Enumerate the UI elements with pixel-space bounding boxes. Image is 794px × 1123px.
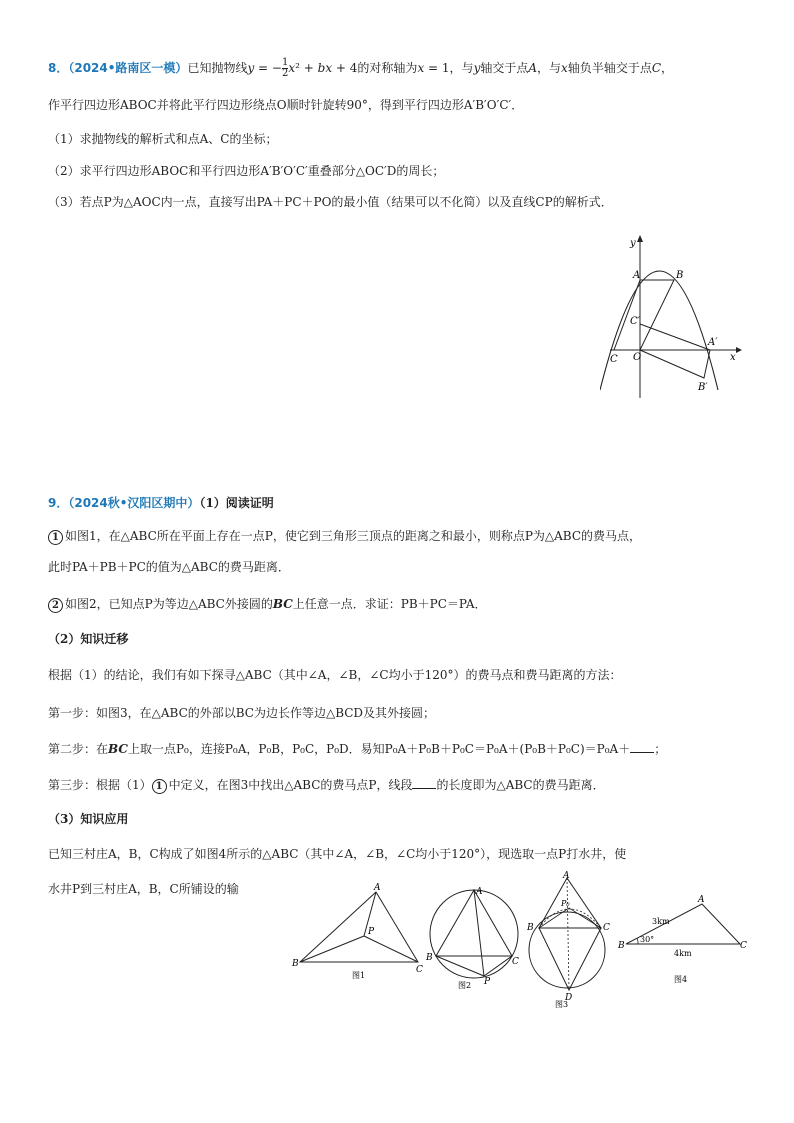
svg-text:A: A [374, 883, 381, 893]
q8-text: 轴交于点 [480, 61, 529, 75]
figure-4-30deg: 30° [640, 935, 655, 944]
q9-app-line2: 水井P到三村庄A，B，C所铺设的输 [48, 882, 239, 896]
q9-text: 的长度即为△ABC的费马距离． [436, 778, 605, 792]
q8-text: ，与 [537, 61, 562, 75]
svg-text:B: B [527, 923, 534, 933]
label-C-prime: C′ [630, 316, 640, 327]
arc-bc: BC [108, 742, 128, 756]
figure-3 [525, 870, 615, 1008]
q8-line1: 8．（2024•路南区一模）已知抛物线y = − $\frac{1}{2}$ x² + bx + 4的对称轴为x = 1，与y轴交于点A，与x轴负半轴交于点C， [48, 57, 674, 79]
q9-app-line1: 已知三村庄A，B，C构成了如图4所示的△ABC（其中∠A，∠B，∠C均小于120°），现选取一点P打水井，使 [48, 847, 627, 861]
q8-part1: （1）求抛物线的解析式和点A、C的坐标； [48, 132, 278, 146]
fraction-half: $\frac{1}{2}$ [281, 57, 289, 79]
q9-step1: 第一步：如图3，在△ABC的外部以BC为边长作等边△BCD及其外接圆； [48, 706, 436, 720]
q9-text: 第三步：根据（1） [48, 778, 152, 792]
figure-1 [288, 880, 428, 982]
figure-1-caption: 图1 [352, 971, 366, 980]
svg-text:P: P [484, 977, 491, 987]
svg-text:P: P [368, 927, 375, 937]
svg-text:A: A [698, 895, 705, 905]
label-y: y [630, 238, 636, 249]
q9-part2-title: （2）知识迁移 [48, 632, 129, 646]
figure-4-4km: 4km [674, 949, 692, 958]
q8-text: 的对称轴为 [357, 61, 418, 75]
formula: y [247, 61, 255, 75]
q9-p1-line1 [48, 527, 641, 545]
svg-text:A: A [563, 871, 570, 881]
q8-source: （2024•路南区一模） [68, 61, 188, 75]
figure-4-3km: 3km [652, 917, 670, 926]
svg-text:D: D [565, 993, 573, 1003]
q9-kt-line: 根据（1）的结论，我们有如下探寻△ABC（其中∠A，∠B，∠C均小于120°）的费马点和费马距离的方法： [48, 668, 622, 682]
q8-line2: 作平行四边形ABOC并将此平行四边形绕点O顺时针旋转90°，得到平行四边形A′B′O′C′． [48, 98, 524, 112]
q9-part3-title: （3）知识应用 [48, 812, 129, 826]
q9-step2 [48, 740, 666, 758]
figure-2 [424, 886, 524, 990]
label-O: O [633, 352, 642, 363]
figure-4-caption: 图4 [674, 975, 688, 984]
q9-step3 [48, 776, 605, 794]
q9-text: ； [654, 742, 667, 756]
q9-text: 中定义，在图3中找出△ABC的费马点P，线段 [168, 778, 413, 792]
q9-part1-title: （1）阅读证明 [199, 496, 274, 510]
label-B: B [676, 270, 684, 281]
q8-parabola-figure [600, 232, 745, 404]
label-A: A [633, 270, 641, 281]
circled-number-1: 1 [152, 779, 167, 794]
circled-number-2: 2 [48, 598, 63, 613]
q9-text: 上任意一点．求证：PB＋PC＝PA． [292, 597, 487, 611]
q9-source: （2024秋•汉阳区期中） [68, 496, 200, 510]
q8-part2: （2）求平行四边形ABOC和平行四边形A′B′O′C′重叠部分△OC′D的周长； [48, 164, 445, 178]
q9-text: 如图1，在△ABC所在平面上存在一点P，使它到三角形三顶点的距离之和最小，则称点P为△ABC的费马点， [65, 529, 642, 543]
circled-number-1: 1 [48, 530, 63, 545]
q8-part3: （3）若点P为△AOC内一点，直接写出PA＋PC＋PO的最小值（结果可以不化简）以及直线CP的解析式． [48, 195, 613, 209]
label-A-prime: A′ [708, 337, 718, 348]
q8-text: ， [661, 61, 674, 75]
figure-3-caption: 图3 [555, 1000, 569, 1008]
label-x: x [730, 352, 736, 363]
svg-text:B: B [426, 953, 433, 963]
svg-text:C: C [416, 965, 423, 975]
q8-number: 8． [48, 61, 69, 75]
svg-text:B: B [292, 959, 299, 969]
svg-text:A: A [476, 887, 483, 897]
q8-text: 轴负半轴交于点 [567, 61, 652, 75]
figure-4 [614, 888, 754, 988]
label-B-prime: B′ [698, 382, 708, 393]
answer-blank[interactable] [412, 788, 436, 789]
svg-text:C: C [740, 941, 747, 951]
svg-text:B: B [618, 941, 625, 951]
arc-bc: BC [272, 597, 293, 611]
answer-blank[interactable] [630, 752, 654, 753]
q8-text: 已知抛物线 [187, 61, 248, 75]
label-C: C [610, 354, 618, 365]
q9-number: 9． [48, 496, 69, 510]
q9-text: 如图2，已知点P为等边△ABC外接圆的 [65, 597, 273, 611]
q9-text: 上取一点P₀，连接P₀A，P₀B，P₀C，P₀D．易知P₀A＋P₀B＋P₀C＝P₀A＋(P₀B＋P₀C)＝P₀A＋ [127, 742, 631, 756]
q8-text: ，与 [449, 61, 474, 75]
svg-text:C: C [512, 957, 519, 967]
svg-text:C: C [603, 923, 610, 933]
q9-line1 [48, 494, 274, 512]
q9-p2-line [48, 595, 487, 613]
figure-2-caption: 图2 [458, 981, 472, 990]
q9-text: 第二步：在 [48, 742, 109, 756]
q9-p1-line2: 此时PA＋PB＋PC的值为△ABC的费马距离． [48, 560, 290, 574]
svg-text:P₀: P₀ [561, 899, 570, 908]
